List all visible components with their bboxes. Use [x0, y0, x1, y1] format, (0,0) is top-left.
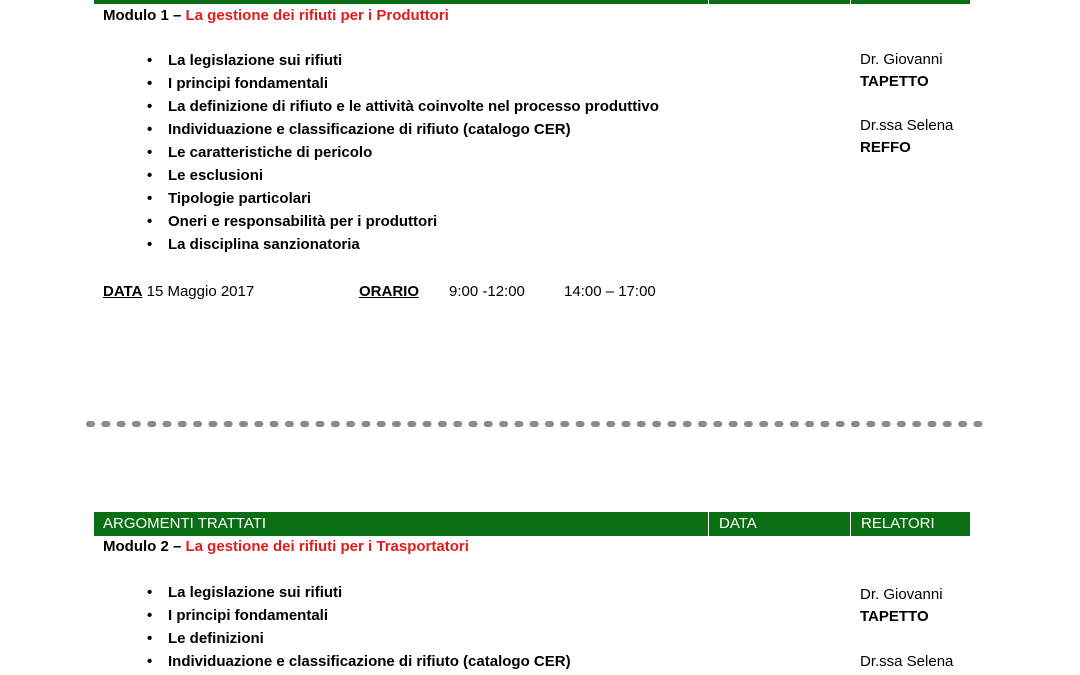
speaker-title: Dr. Giovanni [860, 51, 943, 68]
speaker-2 [860, 115, 953, 159]
dash-segment [790, 421, 799, 427]
dash-segment [759, 421, 768, 427]
dash-segment [285, 421, 294, 427]
dash-segment [178, 421, 187, 427]
table-header-bar-top [94, 0, 970, 4]
dash-segment [958, 421, 967, 427]
dash-segment [239, 421, 248, 427]
date-value: 15 Maggio 2017 [146, 283, 255, 300]
dash-segment [163, 421, 172, 427]
dash-segment [744, 421, 753, 427]
list-item: • Individuazione e classificazione di rifiuto (catalogo CER) [147, 650, 571, 673]
dash-segment [591, 421, 600, 427]
dash-segment [377, 421, 386, 427]
dash-segment [469, 421, 478, 427]
speaker-title: Dr. Giovanni [860, 586, 943, 603]
speaker-title: Dr.ssa Selena [860, 653, 954, 670]
dash-segment [851, 421, 860, 427]
speaker-name: TAPETTO [860, 73, 929, 90]
time-afternoon: 14:00 – 17:00 [564, 283, 656, 300]
dash-segment [652, 421, 661, 427]
dash-segment [820, 421, 829, 427]
header-speakers: RELATORI [861, 515, 935, 532]
dash-segment [729, 421, 738, 427]
dash-segment [606, 421, 615, 427]
time-label: ORARIO [359, 283, 419, 300]
dash-segment [117, 421, 126, 427]
list-item: • Le esclusioni [147, 164, 659, 187]
dash-segment [132, 421, 141, 427]
dash-segment [270, 421, 279, 427]
dash-segment [683, 421, 692, 427]
dash-segment [514, 421, 523, 427]
dash-segment [147, 421, 156, 427]
module-1-prefix: Modulo 1 – [103, 7, 186, 24]
time-line [359, 283, 419, 300]
list-item: • La legislazione sui rifiuti [147, 49, 659, 72]
speaker-name: REFFO [860, 139, 911, 156]
dash-segment [622, 421, 631, 427]
dash-segment [912, 421, 921, 427]
dash-segment [392, 421, 401, 427]
list-item: • I principi fondamentali [147, 604, 571, 627]
list-item: • La legislazione sui rifiuti [147, 581, 571, 604]
dash-segment [943, 421, 952, 427]
dash-segment [101, 421, 110, 427]
column-divider [708, 512, 709, 536]
dashed-separator [86, 419, 992, 429]
dash-segment [698, 421, 707, 427]
module-1-topic-list [147, 49, 659, 256]
dash-segment [361, 421, 370, 427]
list-item: • Le definizioni [147, 627, 571, 650]
dash-segment [882, 421, 891, 427]
dash-segment [423, 421, 432, 427]
dash-segment [836, 421, 845, 427]
dash-segment [973, 421, 982, 427]
dash-segment [453, 421, 462, 427]
list-item: • La disciplina sanzionatoria [147, 233, 659, 256]
dash-segment [866, 421, 875, 427]
module-2-prefix: Modulo 2 – [103, 538, 186, 555]
dash-segment [713, 421, 722, 427]
speaker-title: Dr.ssa Selena [860, 117, 954, 134]
list-item: • La definizione di rifiuto e le attività coinvolte nel processo produttivo [147, 95, 659, 118]
dash-segment [560, 421, 569, 427]
header-date: DATA [719, 515, 757, 532]
column-divider [850, 512, 851, 536]
speaker-name: TAPETTO [860, 608, 929, 625]
time-morning: 9:00 -12:00 [449, 283, 525, 300]
header-topics: ARGOMENTI TRATTATI [103, 515, 267, 532]
module-2-topic-list [147, 581, 571, 673]
dash-segment [254, 421, 263, 427]
dash-segment [193, 421, 202, 427]
list-item: • Tipologie particolari [147, 187, 659, 210]
date-label: DATA [103, 283, 143, 300]
dash-segment [484, 421, 493, 427]
dash-segment [438, 421, 447, 427]
dash-segment [316, 421, 325, 427]
dash-segment [576, 421, 585, 427]
list-item: • Oneri e responsabilità per i produttori [147, 210, 659, 233]
dash-segment [637, 421, 646, 427]
module-2-title [103, 538, 469, 555]
table-header-bar [94, 512, 970, 536]
dash-segment [530, 421, 539, 427]
dash-segment [928, 421, 937, 427]
module-2-topic: La gestione dei rifiuti per i Trasportatori [185, 538, 469, 555]
dash-segment [897, 421, 906, 427]
dash-segment [545, 421, 554, 427]
dash-segment [224, 421, 233, 427]
column-divider [708, 0, 709, 4]
dash-segment [346, 421, 355, 427]
dash-segment [775, 421, 784, 427]
speaker-1 [860, 49, 943, 93]
list-item: • Individuazione e classificazione di rifiuto (catalogo CER) [147, 118, 659, 141]
list-item: • I principi fondamentali [147, 72, 659, 95]
dash-segment [331, 421, 340, 427]
date-line [103, 283, 254, 300]
module-1-title [103, 7, 449, 24]
dash-segment [667, 421, 676, 427]
dash-segment [86, 421, 95, 427]
dash-segment [407, 421, 416, 427]
speaker-2 [860, 651, 953, 673]
list-item: • Le caratteristiche di pericolo [147, 141, 659, 164]
speaker-1 [860, 584, 943, 628]
dash-segment [208, 421, 217, 427]
module-1-topic: La gestione dei rifiuti per i Produttori [185, 7, 449, 24]
dash-segment [805, 421, 814, 427]
dash-segment [300, 421, 309, 427]
dash-segment [499, 421, 508, 427]
column-divider [850, 0, 851, 4]
